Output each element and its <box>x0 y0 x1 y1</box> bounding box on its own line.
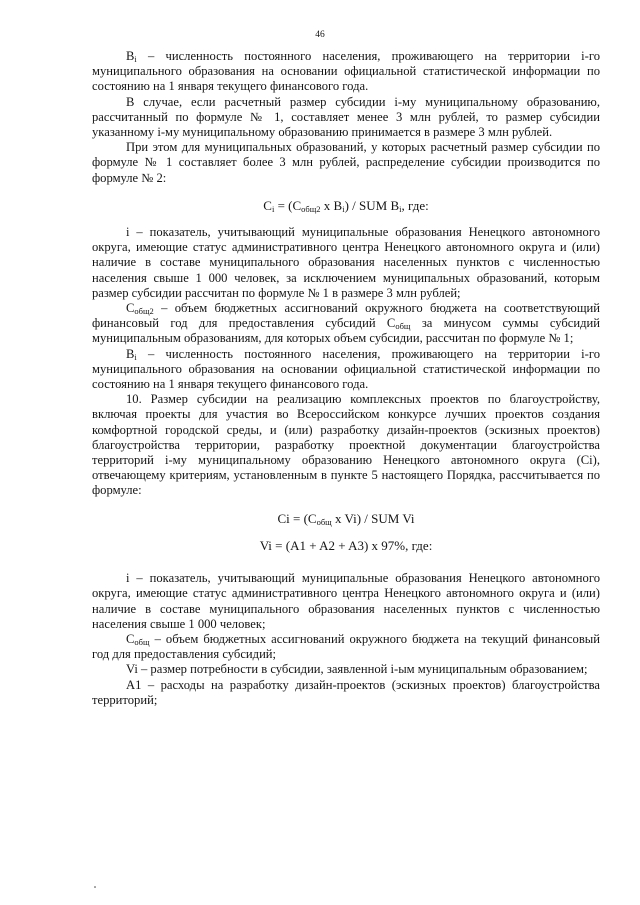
formula-ci: $Ci = (C_{общ}$ x Vi) / SUM Vi <box>277 510 415 527</box>
formula-vi: Vi = (A1 + A2 + A3) x 97%, где: <box>259 537 433 553</box>
paragraph-a1-definition: A1 – расходы на разработку дизайн-проектов (эскизных проектов) благоустройства территорий; <box>92 677 600 707</box>
paragraph-i-indicator: i – показатель, учитывающий муниципальные образования Ненецкого автономного округа, имеющие статус административного центра Ненецкого автономного округа и (или) наличие в составе муниципального образования населенных пунктов с численностью населения свыше 1 000 человек, за исключением муниципальных образований, которым размер субсидии рассчитан по формуле № 1 в размере 3 млн рублей; <box>92 225 600 300</box>
paragraph-cobsh2-definition: $C_{общ2}$ – объем бюджетных ассигнований окружного бюджета на соответствующий финансовый год для предоставления субсидий $C_{общ}$ за минусом суммы субсидий муниципальным образованиям, для которых объем субсидии, рассчитан по формуле № 1; <box>92 301 600 346</box>
scan-artifact <box>94 886 96 888</box>
formula-2: $C_i = (C_{общ2}$ x $B_i$) / SUM $B_i$, где: <box>263 197 429 214</box>
page-number: 46 <box>315 30 325 40</box>
paragraph-bi-definition-2: $B_i$ – численность постоянного населения, проживающего на территории i-го муниципального образования на основании официальной статистической информации по состоянию на 1 января текущего финансового года. <box>92 346 600 392</box>
paragraph-formula2-intro: При этом для муниципальных образований, у которых расчетный размер субсидии по формуле № 1 составляет более 3 млн рублей, распределение субсидии производится по формуле № 2: <box>92 140 600 185</box>
subscript-i: i <box>134 54 137 64</box>
paragraph-cobsh-definition: $C_{общ}$ – объем бюджетных ассигнований окружного бюджета на текущий финансовый год для предоставления субсидий; <box>92 631 600 662</box>
symbol-b: B <box>126 49 135 63</box>
definition-text: – численность постоянного населения, проживающего на территории i-го муниципального образования на основании официальной статистической информации по состоянию на 1 января текущего финансового года. <box>92 49 600 94</box>
paragraph-i-indicator-2: i – показатель, учитывающий муниципальные образования Ненецкого автономного округа, имеющие статус административного центра Ненецкого автономного округа и (или) наличие в составе муниципального образования населенных пунктов с численностью населения свыше 1 000 человек; <box>92 571 600 631</box>
document-body <box>92 49 600 708</box>
paragraph-bi-definition <box>92 49 600 95</box>
paragraph-min-subsidy: В случае, если расчетный размер субсидии i-му муниципальному образованию, рассчитанный по формуле № 1, составляет менее 3 млн рублей, то размер субсидии указанному i-му муниципальному образованию принимается в размере 3 млн рублей. <box>92 94 600 140</box>
paragraph-item-10: 10. Размер субсидии на реализацию комплексных проектов по благоустройству, включая проекты для участия во Всероссийском конкурсе лучших проектов создания комфортной городской среды, и (или) разработку дизайн-проектов (эскизных проектов) благоустройства территории, разработку проектной документации благоустройства территорий i-му муниципальному образованию Ненецкого автономного округа (Ci), отвечающему критериям, установленным в пункте 5 настоящего Порядка, рассчитывается по формуле: <box>92 392 600 498</box>
paragraph-vi-definition: Vi – размер потребности в субсидии, заявленной i-ым муниципальным образованием; <box>126 662 588 677</box>
